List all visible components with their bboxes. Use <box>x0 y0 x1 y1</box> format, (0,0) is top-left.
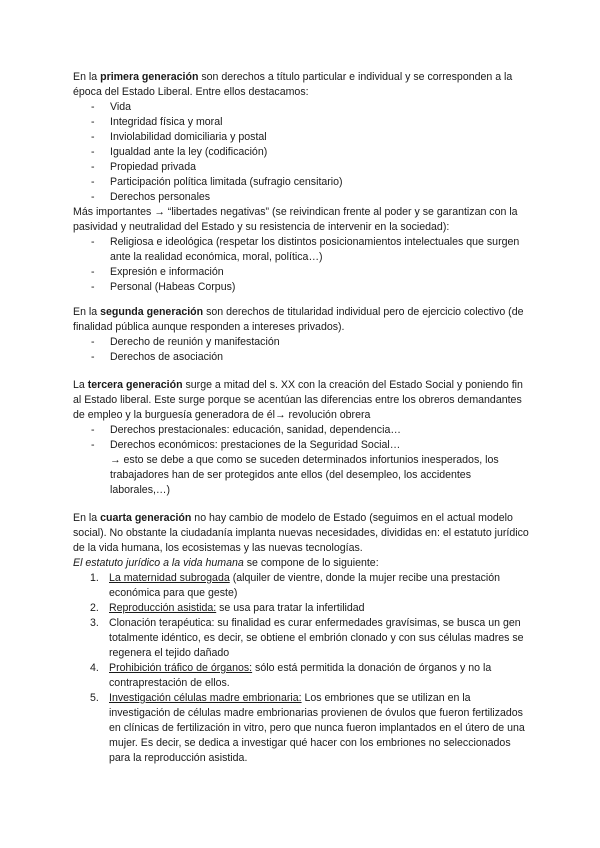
intro-text: son derechos a título particular e individual y se corresponden a la época del Estado Liberal. Entre ellos destacamos: <box>73 71 513 98</box>
section-first-generation <box>73 70 533 295</box>
list-item: - Inviolabilidad domiciliaria y postal <box>91 130 533 145</box>
list-item: - Religiosa e ideológica (respetar los distintos posicionamientos intelectuales que surgen ante la realidad económica, moral, política…) <box>91 235 533 265</box>
third-generation-subnote: → esto se debe a que como se suceden determinados infortunios inesperados, los trabajadores han de ser protegidos ante ellos (del desempleo, los accidentes laborales,…) <box>110 454 499 496</box>
item-text: se usa para tratar la infertilidad <box>216 602 365 614</box>
list-item: - Personal (Habeas Corpus) <box>91 280 533 295</box>
item-number: 4. <box>90 662 99 674</box>
list-item: - Derechos personales <box>91 190 533 205</box>
item-title: Reproducción asistida: <box>109 602 217 614</box>
list-item: - Participación política limitada (sufragio censitario) <box>91 175 533 190</box>
statute-title: El estatuto jurídico a la vida humana <box>73 557 244 569</box>
item-text: (alquiler de vientre, donde la mujer recibe una prestación económica para que geste) <box>109 572 501 599</box>
item-number: 5. <box>90 692 99 704</box>
list-item <box>90 601 533 616</box>
list-item <box>90 616 533 661</box>
list-item: - Expresión e información <box>91 265 533 280</box>
item-text: Clonación terapéutica: su finalidad es curar enfermedades gravísimas, se busca un gen totalmente idéntico, es decir, se obtiene el embrión clonado y con sus células madres se regenera el tejido dañado <box>109 617 524 659</box>
statute-heading <box>73 556 533 571</box>
intro-text: surge a mitad del s. XX con la creación del Estado Social y poniendo fin al Estado liberal. Este surge porque se acentúan las diferencias entre los obreros demandantes de empleo y la burguesía generadora de él→ revolución obrera <box>73 379 523 421</box>
negative-liberties-note: Más importantes → “libertades negativas” (se reivindican frente al poder y se garantizan con la pasividad y neutralidad del Estado y su resistencia de intervenir en la sociedad): <box>73 206 518 233</box>
list-item: - Derecho de reunión y manifestación <box>91 335 533 350</box>
statute-rest: se compone de lo siguiente: <box>243 557 379 569</box>
section-third-generation <box>73 378 533 498</box>
first-generation-list <box>73 100 533 205</box>
item-number: 2. <box>90 602 99 614</box>
list-item: - Integridad física y moral <box>91 115 533 130</box>
second-generation-heading: segunda generación <box>100 306 204 318</box>
section-fourth-generation <box>73 511 533 766</box>
third-generation-list <box>73 423 533 453</box>
section-second-generation <box>73 305 533 365</box>
fourth-generation-heading: cuarta generación <box>100 512 192 524</box>
list-item: - Igualdad ante la ley (codificación) <box>91 145 533 160</box>
statute-list <box>73 571 533 766</box>
third-generation-intro <box>73 378 533 423</box>
third-generation-heading: tercera generación <box>87 379 183 391</box>
list-item: - Vida <box>91 100 533 115</box>
item-number: 1. <box>90 572 99 584</box>
item-title: Investigación células madre embrionaria: <box>109 692 302 704</box>
item-title: La maternidad subrogada <box>109 572 230 584</box>
second-generation-list <box>73 335 533 365</box>
list-item: - Derechos de asociación <box>91 350 533 365</box>
fourth-generation-intro <box>73 511 533 556</box>
item-text: Los embriones que se utilizan en la investigación de células madre embrionarias provienen de óvulos que fueron fertilizados en clínicas de fertilización in vitro, pero que nunca fueron implantados en el útero de una mujer. Es decir, se dedica a investigar qué hacer con los embriones no seleccionados para la reproducción asistida. <box>109 692 525 764</box>
list-item: - Propiedad privada <box>91 160 533 175</box>
list-item <box>90 661 533 691</box>
first-generation-intro <box>73 70 533 100</box>
list-item: - Derechos prestacionales: educación, sanidad, dependencia… <box>91 423 533 438</box>
first-generation-heading: primera generación <box>100 71 199 83</box>
intro-text: no hay cambio de modelo de Estado (seguimos en el actual modelo social). No obstante la ciudadanía implanta nuevas necesidades, divididas en: el estatuto jurídico de la vida humana, los ecosistemas y las nuevas tecnologías. <box>73 512 529 554</box>
intro-text: En la <box>73 306 101 318</box>
item-number: 3. <box>90 617 99 629</box>
negative-liberties-list <box>73 235 533 295</box>
item-title: Prohibición tráfico de órganos: <box>109 662 253 674</box>
list-item <box>90 691 533 766</box>
intro-text: En la <box>73 512 101 524</box>
list-item: - Derechos económicos: prestaciones de la Seguridad Social… <box>91 438 533 453</box>
list-item <box>90 571 533 601</box>
item-text: sólo está permitida la donación de órganos y no la contraprestación de ellos. <box>109 662 492 689</box>
intro-text: La <box>73 379 88 391</box>
second-generation-intro <box>73 305 533 335</box>
intro-text: son derechos de titularidad individual pero de ejercicio colectivo (de finalidad pública aunque responden a intereses privados). <box>73 306 524 333</box>
intro-text: En la <box>73 71 101 83</box>
